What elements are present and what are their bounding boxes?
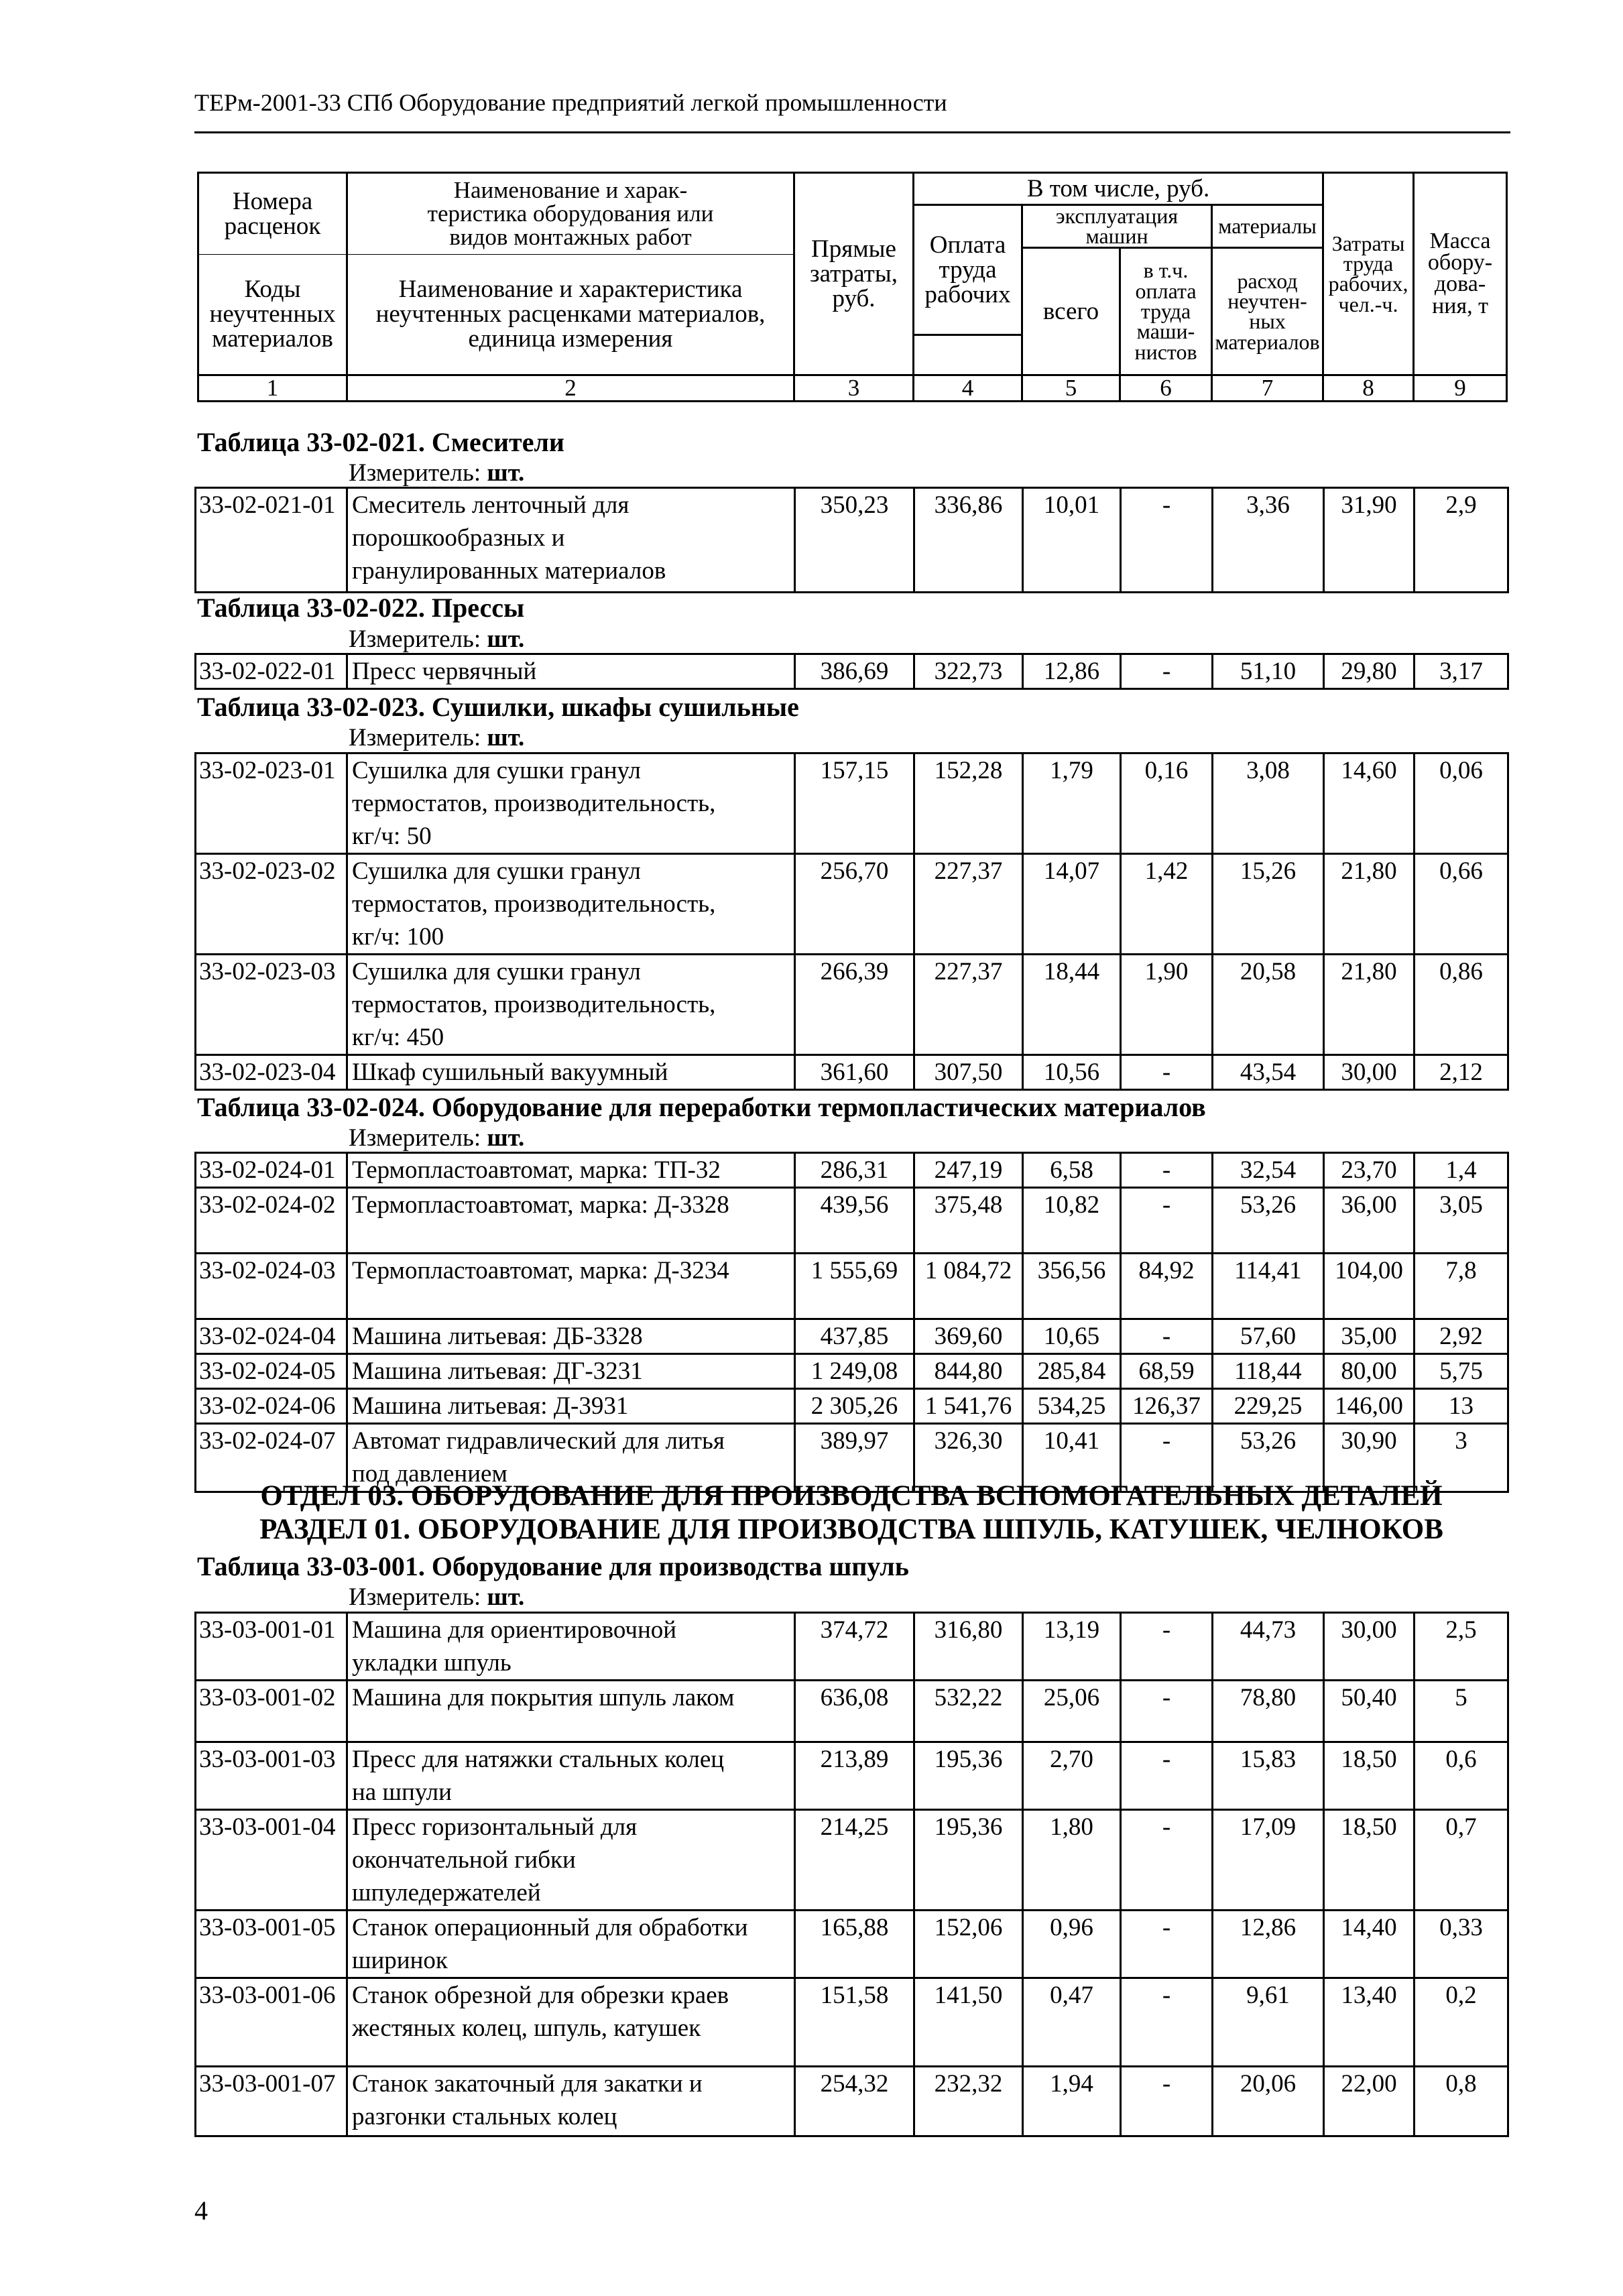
equipment-name: Машина для ориентировочной укладки шпуль bbox=[347, 1613, 795, 1681]
equipment-mass: 13 bbox=[1415, 1389, 1508, 1424]
equipment-mass: 5,75 bbox=[1415, 1354, 1508, 1389]
machine-costs: 10,65 bbox=[1023, 1319, 1121, 1354]
header-direct-costs: Прямые затраты, руб. bbox=[794, 173, 914, 375]
division-title: ОТДЕЛ 03. ОБОРУДОВАНИЕ ДЛЯ ПРОИЗВОДСТВА ВСПОМОГАТЕЛЬНЫХ ДЕТАЛЕЙ bbox=[260, 1480, 1443, 1512]
machine-costs: 18,44 bbox=[1023, 955, 1121, 1055]
equipment-name: Смеситель ленточный для порошкообразных и гранулированных материалов bbox=[347, 488, 795, 593]
materials-costs: 44,73 bbox=[1213, 1613, 1324, 1681]
header-mass: Масса обору- дова- ния, т bbox=[1414, 173, 1507, 375]
table-row bbox=[196, 753, 1508, 854]
machinist-wage: 0,16 bbox=[1121, 753, 1213, 854]
page-number: 4 bbox=[194, 2195, 208, 2226]
header-name-top: Наименование и харак- теристика оборудования или видов монтажных работ bbox=[347, 173, 794, 255]
price-table bbox=[194, 752, 1509, 1091]
table-row bbox=[196, 654, 1508, 689]
machine-costs: 25,06 bbox=[1023, 1681, 1121, 1742]
wage-costs: 227,37 bbox=[914, 854, 1023, 955]
labor-hours: 50,40 bbox=[1324, 1681, 1415, 1742]
measure-label bbox=[349, 723, 524, 752]
labor-hours: 21,80 bbox=[1324, 854, 1415, 955]
part-title: РАЗДЕЛ 01. ОБОРУДОВАНИЕ ДЛЯ ПРОИЗВОДСТВА ШПУЛЬ, КАТУШЕК, ЧЕЛНОКОВ bbox=[259, 1514, 1443, 1545]
equipment-mass: 2,5 bbox=[1415, 1613, 1508, 1681]
equipment-name: Станок обрезной для обрезки краев жестяных колец, шпуль, катушек bbox=[347, 1978, 795, 2067]
measure-unit: шт. bbox=[487, 625, 525, 653]
column-number: 7 bbox=[1212, 375, 1323, 401]
rate-code: 33-02-023-02 bbox=[196, 854, 347, 955]
equipment-mass: 0,33 bbox=[1415, 1911, 1508, 1978]
rate-code: 33-03-001-03 bbox=[196, 1742, 347, 1810]
labor-hours: 35,00 bbox=[1324, 1319, 1415, 1354]
column-header-table bbox=[197, 172, 1508, 402]
equipment-mass: 0,2 bbox=[1415, 1978, 1508, 2067]
wage-costs: 322,73 bbox=[914, 654, 1023, 689]
table-title: Таблица 33-03-001. Оборудование для производства шпуль bbox=[197, 1551, 909, 1581]
machine-costs: 14,07 bbox=[1023, 854, 1121, 955]
equipment-name: Пресс для натяжки стальных колец на шпули bbox=[347, 1742, 795, 1810]
equipment-mass: 0,06 bbox=[1415, 753, 1508, 854]
machinist-wage: - bbox=[1121, 1810, 1213, 1911]
price-table bbox=[194, 1612, 1509, 2137]
direct-costs: 374,72 bbox=[795, 1613, 914, 1681]
table-row bbox=[196, 1319, 1508, 1354]
equipment-name: Машина литьевая: Д-3931 bbox=[347, 1389, 795, 1424]
table-row bbox=[196, 1254, 1508, 1319]
machinist-wage: - bbox=[1121, 1978, 1213, 2067]
table-row bbox=[196, 1810, 1508, 1911]
machinist-wage: - bbox=[1121, 1613, 1213, 1681]
materials-costs: 12,86 bbox=[1213, 1911, 1324, 1978]
direct-costs: 389,97 bbox=[795, 1424, 914, 1492]
measure-text: Измеритель: bbox=[349, 1124, 487, 1152]
direct-costs: 151,58 bbox=[795, 1978, 914, 2067]
measure-label bbox=[349, 1124, 524, 1152]
direct-costs: 439,56 bbox=[795, 1188, 914, 1254]
equipment-name: Автомат гидравлический для литья под давлением bbox=[347, 1424, 795, 1492]
labor-hours: 18,50 bbox=[1324, 1742, 1415, 1810]
materials-costs: 17,09 bbox=[1213, 1810, 1324, 1911]
labor-hours: 21,80 bbox=[1324, 955, 1415, 1055]
rate-code: 33-03-001-06 bbox=[196, 1978, 347, 2067]
machine-costs: 10,41 bbox=[1023, 1424, 1121, 1492]
table-row bbox=[196, 1055, 1508, 1090]
machinist-wage: - bbox=[1121, 1153, 1213, 1188]
wage-costs: 195,36 bbox=[914, 1742, 1023, 1810]
direct-costs: 286,31 bbox=[795, 1153, 914, 1188]
machinist-wage: 84,92 bbox=[1121, 1254, 1213, 1319]
rate-code: 33-02-022-01 bbox=[196, 654, 347, 689]
machine-costs: 1,80 bbox=[1023, 1810, 1121, 1911]
column-number: 1 bbox=[198, 375, 347, 401]
direct-costs: 636,08 bbox=[795, 1681, 914, 1742]
rate-code: 33-03-001-07 bbox=[196, 2067, 347, 2136]
machinist-wage: - bbox=[1121, 1911, 1213, 1978]
equipment-name: Сушилка для сушки гранул термостатов, производительность, кг/ч: 50 bbox=[347, 753, 795, 854]
machinist-wage: 1,42 bbox=[1121, 854, 1213, 955]
materials-costs: 51,10 bbox=[1213, 654, 1324, 689]
measure-text: Измеритель: bbox=[349, 459, 487, 487]
measure-text: Измеритель: bbox=[349, 1583, 487, 1611]
table-row bbox=[196, 1681, 1508, 1742]
equipment-mass: 1,4 bbox=[1415, 1153, 1508, 1188]
labor-hours: 30,00 bbox=[1324, 1055, 1415, 1090]
labor-hours: 14,60 bbox=[1324, 753, 1415, 854]
wage-costs: 326,30 bbox=[914, 1424, 1023, 1492]
machine-costs: 285,84 bbox=[1023, 1354, 1121, 1389]
header-group-machines: эксплуатация машин bbox=[1022, 205, 1212, 248]
machine-costs: 6,58 bbox=[1023, 1153, 1121, 1188]
measure-unit: шт. bbox=[487, 724, 525, 751]
labor-hours: 30,90 bbox=[1324, 1424, 1415, 1492]
direct-costs: 256,70 bbox=[795, 854, 914, 955]
equipment-mass: 3,17 bbox=[1415, 654, 1508, 689]
header-materials: расход неучтен- ных материалов bbox=[1212, 247, 1323, 375]
measure-label bbox=[349, 625, 524, 654]
measure-unit: шт. bbox=[487, 1124, 525, 1152]
rate-code: 33-03-001-04 bbox=[196, 1810, 347, 1911]
column-number: 5 bbox=[1022, 375, 1120, 401]
measure-unit: шт. bbox=[487, 1583, 525, 1611]
wage-costs: 375,48 bbox=[914, 1188, 1023, 1254]
table-row bbox=[196, 1911, 1508, 1978]
machinist-wage: - bbox=[1121, 1742, 1213, 1810]
machine-costs: 0,47 bbox=[1023, 1978, 1121, 2067]
materials-costs: 78,80 bbox=[1213, 1681, 1324, 1742]
header-code-bottom: Коды неучтенных материалов bbox=[198, 254, 347, 375]
equipment-mass: 0,8 bbox=[1415, 2067, 1508, 2136]
machine-costs: 0,96 bbox=[1023, 1911, 1121, 1978]
measure-label bbox=[349, 459, 524, 487]
rate-code: 33-02-024-01 bbox=[196, 1153, 347, 1188]
equipment-name: Станок закаточный для закатки и разгонки стальных колец bbox=[347, 2067, 795, 2136]
rate-code: 33-03-001-01 bbox=[196, 1613, 347, 1681]
wage-costs: 195,36 bbox=[914, 1810, 1023, 1911]
table-row bbox=[196, 1153, 1508, 1188]
machine-costs: 10,56 bbox=[1023, 1055, 1121, 1090]
rate-code: 33-02-024-04 bbox=[196, 1319, 347, 1354]
wage-costs: 1 084,72 bbox=[914, 1254, 1023, 1319]
materials-costs: 43,54 bbox=[1213, 1055, 1324, 1090]
labor-hours: 22,00 bbox=[1324, 2067, 1415, 2136]
machinist-wage: - bbox=[1121, 1188, 1213, 1254]
wage-costs: 307,50 bbox=[914, 1055, 1023, 1090]
materials-costs: 32,54 bbox=[1213, 1153, 1324, 1188]
rate-code: 33-02-021-01 bbox=[196, 488, 347, 593]
table-row bbox=[196, 1354, 1508, 1389]
table-row bbox=[196, 1742, 1508, 1810]
direct-costs: 437,85 bbox=[795, 1319, 914, 1354]
wage-costs: 532,22 bbox=[914, 1681, 1023, 1742]
wage-costs: 152,28 bbox=[914, 753, 1023, 854]
labor-hours: 29,80 bbox=[1324, 654, 1415, 689]
table-title: Таблица 33-02-021. Смесители bbox=[197, 427, 564, 457]
rate-code: 33-03-001-02 bbox=[196, 1681, 347, 1742]
table-row bbox=[196, 955, 1508, 1055]
table-title: Таблица 33-02-023. Сушилки, шкафы сушильные bbox=[197, 692, 799, 722]
machine-costs: 12,86 bbox=[1023, 654, 1121, 689]
materials-costs: 114,41 bbox=[1213, 1254, 1324, 1319]
machinist-wage: - bbox=[1121, 1681, 1213, 1742]
measure-label bbox=[349, 1583, 524, 1612]
header-group-incl: В том числе, руб. bbox=[914, 173, 1323, 205]
table-title: Таблица 33-02-022. Прессы bbox=[197, 593, 525, 623]
labor-hours: 30,00 bbox=[1324, 1613, 1415, 1681]
direct-costs: 350,23 bbox=[795, 488, 914, 593]
direct-costs: 2 305,26 bbox=[795, 1389, 914, 1424]
header-group-materials: материалы bbox=[1212, 205, 1323, 248]
equipment-mass: 0,7 bbox=[1415, 1810, 1508, 1911]
machinist-wage: - bbox=[1121, 1424, 1213, 1492]
wage-costs: 247,19 bbox=[914, 1153, 1023, 1188]
machinist-wage: 1,90 bbox=[1121, 955, 1213, 1055]
table-row bbox=[196, 1389, 1508, 1424]
column-number-row bbox=[198, 375, 1507, 401]
direct-costs: 157,15 bbox=[795, 753, 914, 854]
header-labor: Затраты труда рабочих, чел.-ч. bbox=[1323, 173, 1414, 375]
table-row bbox=[196, 1978, 1508, 2067]
equipment-mass: 7,8 bbox=[1415, 1254, 1508, 1319]
table-row bbox=[196, 2067, 1508, 2136]
direct-costs: 361,60 bbox=[795, 1055, 914, 1090]
materials-costs: 53,26 bbox=[1213, 1188, 1324, 1254]
labor-hours: 31,90 bbox=[1324, 488, 1415, 593]
materials-costs: 15,26 bbox=[1213, 854, 1324, 955]
measure-unit: шт. bbox=[487, 459, 525, 487]
machinist-wage: - bbox=[1121, 2067, 1213, 2136]
equipment-mass: 3 bbox=[1415, 1424, 1508, 1492]
wage-costs: 227,37 bbox=[914, 955, 1023, 1055]
equipment-name: Пресс червячный bbox=[347, 654, 795, 689]
equipment-name: Сушилка для сушки гранул термостатов, производительность, кг/ч: 100 bbox=[347, 854, 795, 955]
table-row bbox=[196, 1613, 1508, 1681]
machinist-wage: - bbox=[1121, 1055, 1213, 1090]
machinist-wage: - bbox=[1121, 1319, 1213, 1354]
equipment-mass: 2,9 bbox=[1415, 488, 1508, 593]
table-row bbox=[196, 1188, 1508, 1254]
machine-costs: 2,70 bbox=[1023, 1742, 1121, 1810]
price-table bbox=[194, 653, 1509, 690]
price-table bbox=[194, 1152, 1509, 1493]
machine-costs: 10,82 bbox=[1023, 1188, 1121, 1254]
direct-costs: 213,89 bbox=[795, 1742, 914, 1810]
equipment-mass: 2,12 bbox=[1415, 1055, 1508, 1090]
wage-costs: 369,60 bbox=[914, 1319, 1023, 1354]
price-table bbox=[194, 487, 1509, 593]
rate-code: 33-02-024-06 bbox=[196, 1389, 347, 1424]
column-number: 6 bbox=[1120, 375, 1212, 401]
equipment-mass: 3,05 bbox=[1415, 1188, 1508, 1254]
header-wage: Оплата труда рабочих bbox=[914, 205, 1022, 335]
table-row bbox=[196, 488, 1508, 593]
materials-costs: 53,26 bbox=[1213, 1424, 1324, 1492]
direct-costs: 214,25 bbox=[795, 1810, 914, 1911]
equipment-mass: 0,6 bbox=[1415, 1742, 1508, 1810]
equipment-name: Сушилка для сушки гранул термостатов, производительность, кг/ч: 450 bbox=[347, 955, 795, 1055]
materials-costs: 15,83 bbox=[1213, 1742, 1324, 1810]
labor-hours: 18,50 bbox=[1324, 1810, 1415, 1911]
machine-costs: 534,25 bbox=[1023, 1389, 1121, 1424]
labor-hours: 146,00 bbox=[1324, 1389, 1415, 1424]
equipment-name: Станок операционный для обработки ширинок bbox=[347, 1911, 795, 1978]
equipment-mass: 5 bbox=[1415, 1681, 1508, 1742]
wage-costs: 336,86 bbox=[914, 488, 1023, 593]
table-title: Таблица 33-02-024. Оборудование для переработки термопластических материалов bbox=[197, 1092, 1206, 1122]
rate-code: 33-03-001-05 bbox=[196, 1911, 347, 1978]
machinist-wage: 126,37 bbox=[1121, 1389, 1213, 1424]
rate-code: 33-02-024-05 bbox=[196, 1354, 347, 1389]
wage-costs: 844,80 bbox=[914, 1354, 1023, 1389]
equipment-name: Термопластоавтомат, марка: ТП-32 bbox=[347, 1153, 795, 1188]
labor-hours: 36,00 bbox=[1324, 1188, 1415, 1254]
column-number: 2 bbox=[347, 375, 794, 401]
rate-code: 33-02-024-03 bbox=[196, 1254, 347, 1319]
machine-costs: 356,56 bbox=[1023, 1254, 1121, 1319]
table-row bbox=[196, 854, 1508, 955]
machine-costs: 13,19 bbox=[1023, 1613, 1121, 1681]
labor-hours: 80,00 bbox=[1324, 1354, 1415, 1389]
materials-costs: 3,08 bbox=[1213, 753, 1324, 854]
equipment-mass: 2,92 bbox=[1415, 1319, 1508, 1354]
equipment-name: Шкаф сушильный вакуумный bbox=[347, 1055, 795, 1090]
labor-hours: 23,70 bbox=[1324, 1153, 1415, 1188]
machinist-wage: - bbox=[1121, 654, 1213, 689]
direct-costs: 1 555,69 bbox=[795, 1254, 914, 1319]
rate-code: 33-02-024-07 bbox=[196, 1424, 347, 1492]
equipment-name: Машина литьевая: ДГ-3231 bbox=[347, 1354, 795, 1389]
wage-costs: 141,50 bbox=[914, 1978, 1023, 2067]
direct-costs: 386,69 bbox=[795, 654, 914, 689]
wage-costs: 1 541,76 bbox=[914, 1389, 1023, 1424]
machine-costs: 1,79 bbox=[1023, 753, 1121, 854]
header-code-top: Номера расценок bbox=[198, 173, 347, 255]
equipment-name: Термопластоавтомат, марка: Д-3328 bbox=[347, 1188, 795, 1254]
equipment-name: Пресс горизонтальный для окончательной гибки шпуледержателей bbox=[347, 1810, 795, 1911]
wage-costs: 232,32 bbox=[914, 2067, 1023, 2136]
machine-costs: 1,94 bbox=[1023, 2067, 1121, 2136]
equipment-name: Машина литьевая: ДБ-3328 bbox=[347, 1319, 795, 1354]
column-number: 3 bbox=[794, 375, 914, 401]
rate-code: 33-02-024-02 bbox=[196, 1188, 347, 1254]
header-machines-total: всего bbox=[1022, 247, 1120, 375]
rate-code: 33-02-023-03 bbox=[196, 955, 347, 1055]
header-rule bbox=[194, 131, 1510, 133]
direct-costs: 254,32 bbox=[795, 2067, 914, 2136]
materials-costs: 229,25 bbox=[1213, 1389, 1324, 1424]
measure-text: Измеритель: bbox=[349, 625, 487, 653]
materials-costs: 57,60 bbox=[1213, 1319, 1324, 1354]
materials-costs: 3,36 bbox=[1213, 488, 1324, 593]
rate-code: 33-02-023-04 bbox=[196, 1055, 347, 1090]
labor-hours: 104,00 bbox=[1324, 1254, 1415, 1319]
column-number: 8 bbox=[1323, 375, 1414, 401]
wage-costs: 152,06 bbox=[914, 1911, 1023, 1978]
materials-costs: 20,06 bbox=[1213, 2067, 1324, 2136]
direct-costs: 266,39 bbox=[795, 955, 914, 1055]
wage-costs: 316,80 bbox=[914, 1613, 1023, 1681]
machine-costs: 10,01 bbox=[1023, 488, 1121, 593]
equipment-mass: 0,86 bbox=[1415, 955, 1508, 1055]
equipment-name: Машина для покрытия шпуль лаком bbox=[347, 1681, 795, 1742]
direct-costs: 1 249,08 bbox=[795, 1354, 914, 1389]
rate-code: 33-02-023-01 bbox=[196, 753, 347, 854]
labor-hours: 14,40 bbox=[1324, 1911, 1415, 1978]
direct-costs: 165,88 bbox=[795, 1911, 914, 1978]
header-machines-wage: в т.ч. оплата труда маши- нистов bbox=[1120, 247, 1212, 375]
equipment-mass: 0,66 bbox=[1415, 854, 1508, 955]
machinist-wage: 68,59 bbox=[1121, 1354, 1213, 1389]
materials-costs: 20,58 bbox=[1213, 955, 1324, 1055]
column-number: 9 bbox=[1414, 375, 1507, 401]
measure-text: Измеритель: bbox=[349, 724, 487, 751]
labor-hours: 13,40 bbox=[1324, 1978, 1415, 2067]
running-head: ТЕРм-2001-33 СПб Оборудование предприятий легкой промышленности bbox=[194, 89, 947, 116]
equipment-name: Термопластоавтомат, марка: Д-3234 bbox=[347, 1254, 795, 1319]
materials-costs: 118,44 bbox=[1213, 1354, 1324, 1389]
materials-costs: 9,61 bbox=[1213, 1978, 1324, 2067]
column-number: 4 bbox=[914, 375, 1022, 401]
header-name-bottom: Наименование и характеристика неучтенных расценками материалов, единица измерения bbox=[347, 254, 794, 375]
machinist-wage: - bbox=[1121, 488, 1213, 593]
